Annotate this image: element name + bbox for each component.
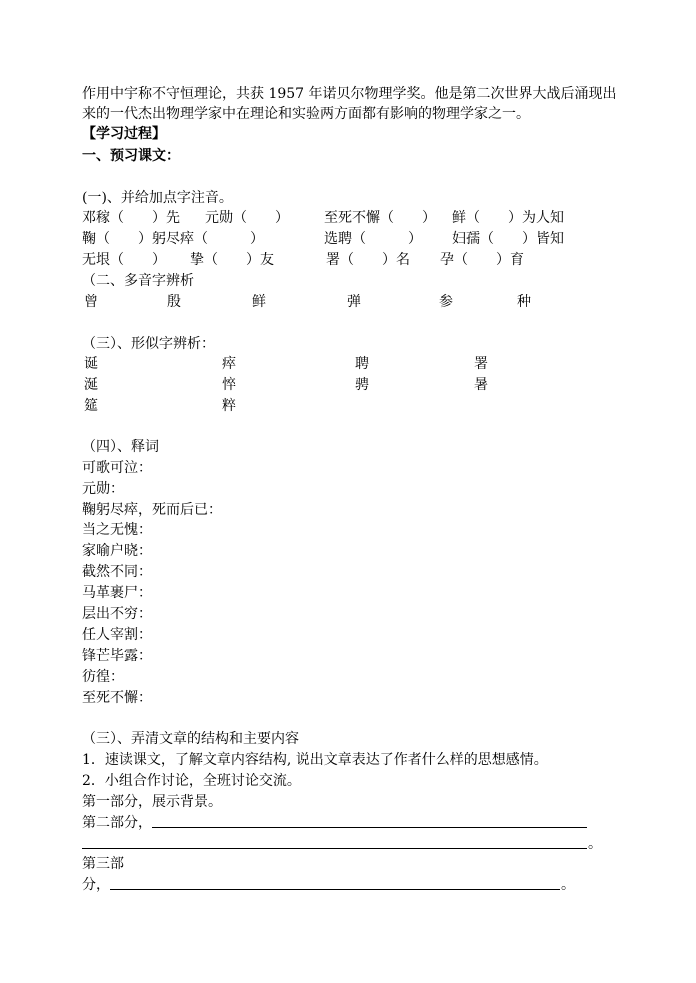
term-item: 至死不懈： xyxy=(82,690,152,706)
section-1-title: (一)、并给加点字注音。 xyxy=(82,190,233,206)
term-item: 当之无愧： xyxy=(82,522,152,538)
answer-blank-line[interactable] xyxy=(110,889,560,890)
similar-char: 诞 xyxy=(84,356,98,372)
polyphone-char: 弹 xyxy=(347,294,361,310)
section-4-title: （四）、释词 xyxy=(82,439,159,455)
intro-line-2: 来的一代杰出物理学家中在理论和实验两方面都有影响的物理学家之一。 xyxy=(82,106,530,122)
polyphone-char: 曾 xyxy=(84,294,98,310)
pinyin-item: 邓稼（ ）先 xyxy=(82,210,180,226)
pinyin-item: 无垠（ ） xyxy=(82,252,166,268)
process-title: 【学习过程】 xyxy=(82,126,166,142)
term-item: 鞠躬尽瘁，死而后已： xyxy=(82,502,222,518)
answer-blank-line[interactable] xyxy=(82,848,587,849)
similar-char: 悴 xyxy=(222,377,236,393)
polyphone-char: 参 xyxy=(439,294,453,310)
pinyin-item: 至死不懈（ ） xyxy=(324,210,436,226)
part-2-label: 第二部分， xyxy=(82,815,152,831)
pinyin-item: 选聘（ ） xyxy=(324,231,422,247)
task-item-2: 2．小组合作讨论，全班讨论交流。 xyxy=(82,773,301,789)
polyphone-char: 殷 xyxy=(167,294,181,310)
similar-char: 骋 xyxy=(355,377,369,393)
intro-line-1: 作用中宇称不守恒理论，共获 1957 年诺贝尔物理学奖。他是第二次世界大战后涌现出 xyxy=(82,86,617,102)
part-2-end-mark: 。 xyxy=(588,836,602,852)
pinyin-item: 妇孺（ ）皆知 xyxy=(452,231,564,247)
term-item: 截然不同： xyxy=(82,564,152,580)
term-item: 家喻户晓： xyxy=(82,543,152,559)
pinyin-item: 鞠（ ）躬尽瘁（ ） xyxy=(82,231,264,247)
pinyin-item: 挚（ ）友 xyxy=(190,252,274,268)
similar-char: 涎 xyxy=(84,377,98,393)
part-3-end-mark: 。 xyxy=(561,877,575,893)
polyphone-char: 鲜 xyxy=(252,294,266,310)
term-item: 锋芒毕露： xyxy=(82,648,152,664)
similar-char: 聘 xyxy=(355,356,369,372)
section-5-title: （三）、弄清文章的结构和主要内容 xyxy=(82,731,299,747)
section-3-title: （三）、形似字辨析： xyxy=(82,336,215,352)
pinyin-item: 署（ ）名 xyxy=(326,252,410,268)
pinyin-item: 鲜（ ）为人知 xyxy=(452,210,564,226)
term-item: 马革裹尸： xyxy=(82,585,152,601)
term-item: 层出不穷： xyxy=(82,606,152,622)
preview-title: 一、预习课文： xyxy=(82,148,180,164)
term-item: 可歌可泣： xyxy=(82,460,152,476)
similar-char: 筵 xyxy=(84,398,98,414)
part-1-label: 第一部分，展示背景。 xyxy=(82,794,222,810)
pinyin-item: 孕（ ）育 xyxy=(440,252,524,268)
section-2-title: （二、多音字辨析 xyxy=(82,273,194,289)
polyphone-char: 种 xyxy=(517,294,531,310)
task-item-1: 1．速读课文，了解文章内容结构, 说出文章表达了作者什么样的思想感情。 xyxy=(82,752,548,768)
part-3-label-cont: 分， xyxy=(82,877,110,893)
part-3-label: 第三部 xyxy=(82,856,124,872)
similar-char: 瘁 xyxy=(222,356,236,372)
similar-char: 署 xyxy=(474,356,488,372)
similar-char: 暑 xyxy=(474,377,488,393)
pinyin-item: 元勋（ ） xyxy=(205,210,289,226)
term-item: 元勋： xyxy=(82,481,124,497)
answer-blank-line[interactable] xyxy=(152,827,587,828)
similar-char: 粹 xyxy=(222,398,236,414)
term-item: 彷徨： xyxy=(82,669,124,685)
term-item: 任人宰割： xyxy=(82,627,152,643)
